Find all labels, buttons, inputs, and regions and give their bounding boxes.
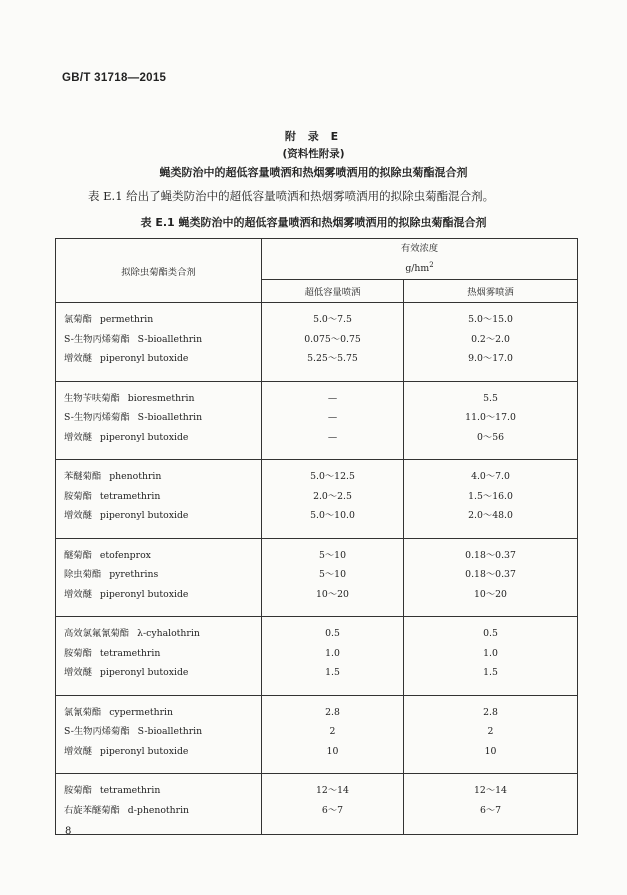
intro-paragraph: 表 E.1 给出了蝇类防治中的超低容量喷洒和热烟雾喷洒用的拟除虫菊酯混合剂。 [88, 189, 495, 203]
mixture-components-cell [56, 617, 262, 696]
ulv-value: 1.5 [325, 667, 340, 678]
component-name-en: tetramethrin [99, 785, 161, 796]
component-name-cn: 右旋苯醚菊酯 [64, 804, 120, 816]
component-name-en: piperonyl butoxide [99, 745, 189, 757]
component-name-cn: 苯醚菊酯 [64, 471, 102, 482]
component-line [64, 330, 261, 350]
component-name-en: S-bioallethrin [137, 726, 203, 737]
mixture-table [55, 238, 578, 835]
mixture-components-cell [56, 460, 262, 539]
thermal-values-cell [404, 617, 578, 696]
component-line [64, 781, 261, 801]
ulv-value: 12～14 [316, 785, 349, 796]
thermal-value: 0～56 [476, 431, 505, 443]
component-line [64, 644, 261, 664]
component-line [64, 506, 261, 526]
mixture-components-cell [56, 538, 262, 617]
ulv-value: 5.25～5.75 [307, 353, 358, 364]
thermal-value: 0.18～0.37 [465, 549, 516, 561]
ulv-value: 5～10 [318, 549, 347, 561]
component-name-cn: 胺菊酯 [64, 647, 92, 659]
thermal-value: 0.5 [483, 628, 498, 639]
table-row [56, 695, 578, 774]
ulv-value: 2 [329, 726, 336, 737]
mixture-components-cell [56, 381, 262, 460]
component-name-en: pyrethrins [109, 569, 159, 580]
ulv-values-cell [262, 303, 404, 382]
component-name-en: tetramethrin [99, 647, 161, 659]
thermal-values-cell [404, 538, 578, 617]
component-line [64, 565, 261, 585]
component-name-cn: 增效醚 [64, 431, 92, 443]
thermal-value: 9.0～17.0 [468, 353, 513, 364]
component-name-en: tetramethrin [99, 490, 161, 502]
component-name-cn: 氯氰菊酯 [64, 706, 102, 718]
ulv-values-cell [262, 617, 404, 696]
ulv-value: 1.0 [325, 647, 340, 659]
table-row [56, 381, 578, 460]
component-name-cn: 胺菊酯 [64, 785, 92, 796]
component-name-en: bioresmethrin [127, 392, 195, 404]
thermal-values-cell [404, 695, 578, 774]
thermal-value: 2.8 [483, 706, 498, 718]
thermal-value: 6～7 [479, 804, 502, 816]
component-line [64, 546, 261, 566]
table-header [56, 239, 578, 303]
component-name-cn: 醚菊酯 [64, 549, 92, 561]
thermal-value: 1.0 [483, 647, 498, 659]
component-name-en: permethrin [99, 314, 154, 325]
thermal-value: 2.0～48.0 [468, 510, 513, 521]
component-line [64, 408, 261, 428]
annex-title: 附 录 E [284, 130, 343, 143]
ulv-value: 5.0～12.5 [310, 471, 355, 482]
component-name-cn: 胺菊酯 [64, 490, 92, 502]
component-name-cn: 增效醚 [64, 353, 92, 364]
ulv-value: 6～7 [321, 804, 344, 816]
table-body [56, 303, 578, 835]
thermal-value: 1.5～16.0 [468, 490, 513, 502]
component-line [64, 722, 261, 742]
header-thermal: 热烟雾喷洒 [404, 280, 578, 303]
ulv-value: 2.0～2.5 [313, 490, 352, 502]
component-name-en: λ-cyhalothrin [137, 628, 200, 639]
header-concentration [262, 239, 578, 280]
page-number: 8 [65, 826, 72, 837]
header-concentration-label: 有效浓度 [400, 242, 439, 254]
mixture-components-cell [56, 695, 262, 774]
thermal-value: 2 [487, 726, 494, 737]
ulv-value: 5.0～10.0 [310, 510, 355, 521]
table-row [56, 460, 578, 539]
component-line [64, 742, 261, 762]
component-line [64, 703, 261, 723]
thermal-value: 10～20 [474, 588, 507, 600]
ulv-values-cell [262, 774, 404, 835]
component-line [64, 428, 261, 448]
thermal-values-cell [404, 774, 578, 835]
thermal-value: 0.2～2.0 [471, 333, 510, 345]
ulv-values-cell [262, 381, 404, 460]
thermal-values-cell [404, 303, 578, 382]
thermal-values-cell [404, 381, 578, 460]
ulv-values-cell [262, 695, 404, 774]
component-name-en: piperonyl butoxide [99, 353, 189, 364]
thermal-value: 5.0～15.0 [468, 314, 513, 325]
component-name-en: cypermethrin [109, 706, 174, 718]
component-line [64, 310, 261, 330]
thermal-value: 10 [484, 745, 497, 757]
ulv-value: 10 [326, 745, 339, 757]
table-row [56, 538, 578, 617]
ulv-value: 0.075～0.75 [304, 333, 361, 345]
table-row [56, 303, 578, 382]
component-name-cn: 高效氯氟氰菊酯 [64, 628, 130, 639]
table-caption: 表 E.1 蝇类防治中的超低容量喷洒和热烟雾喷洒用的拟除虫菊酯混合剂 [140, 216, 487, 229]
component-name-en: piperonyl butoxide [99, 588, 189, 600]
component-name-cn: 氯菊酯 [64, 314, 92, 325]
thermal-value: 4.0～7.0 [471, 471, 510, 482]
component-name-cn: S-生物丙烯菊酯 [64, 412, 130, 423]
component-line [64, 467, 261, 487]
ulv-value: 10～20 [316, 588, 349, 600]
thermal-values-cell [404, 460, 578, 539]
component-name-cn: 除虫菊酯 [64, 569, 102, 580]
header-unit-exponent: 2 [429, 260, 434, 269]
thermal-value: 0.18～0.37 [465, 569, 516, 580]
annex-heading: 蝇类防治中的超低容量喷洒和热烟雾喷洒用的拟除虫菊酯混合剂 [159, 166, 468, 179]
component-name-en: etofenprox [99, 549, 151, 561]
component-line [64, 487, 261, 507]
ulv-values-cell [262, 538, 404, 617]
ulv-value: — [327, 392, 338, 404]
component-line [64, 624, 261, 644]
mixture-components-cell [56, 774, 262, 835]
ulv-value: — [327, 412, 338, 423]
header-mixture-name: 拟除虫菊酯类合剂 [56, 239, 262, 303]
table-row [56, 774, 578, 835]
component-name-en: piperonyl butoxide [99, 667, 189, 678]
ulv-value: — [327, 431, 338, 443]
ulv-value: 5.0～7.5 [313, 314, 352, 325]
header-ulv: 超低容量喷洒 [262, 280, 404, 303]
component-name-cn: 增效醚 [64, 667, 92, 678]
thermal-value: 1.5 [483, 667, 498, 678]
component-line [64, 663, 261, 683]
component-name-en: S-bioallethrin [137, 412, 203, 423]
thermal-value: 11.0～17.0 [465, 412, 516, 423]
component-name-cn: S-生物丙烯菊酯 [64, 333, 130, 345]
table-row [56, 617, 578, 696]
thermal-value: 5.5 [483, 392, 498, 404]
component-line [64, 801, 261, 821]
component-name-en: S-bioallethrin [137, 333, 203, 345]
component-name-cn: 增效醚 [64, 745, 92, 757]
component-name-en: phenothrin [109, 471, 162, 482]
component-name-cn: 生物苄呋菊酯 [64, 392, 120, 404]
component-name-cn: 增效醚 [64, 510, 92, 521]
ulv-value: 2.8 [325, 706, 340, 718]
annex-type: (资料性附录) [282, 148, 345, 160]
component-line [64, 585, 261, 605]
mixture-components-cell [56, 303, 262, 382]
ulv-value: 0.5 [325, 628, 340, 639]
component-name-en: d-phenothrin [127, 804, 190, 816]
component-name-en: piperonyl butoxide [99, 510, 189, 521]
component-line [64, 389, 261, 409]
component-name-en: piperonyl butoxide [99, 431, 189, 443]
ulv-values-cell [262, 460, 404, 539]
component-name-cn: 增效醚 [64, 588, 92, 600]
header-unit [262, 257, 577, 277]
thermal-value: 12～14 [474, 785, 507, 796]
component-name-cn: S-生物丙烯菊酯 [64, 726, 130, 737]
component-line [64, 349, 261, 369]
standard-number: GB/T 31718—2015 [62, 72, 167, 84]
header-unit-base: g/hm [405, 263, 430, 275]
ulv-value: 5～10 [318, 569, 347, 580]
